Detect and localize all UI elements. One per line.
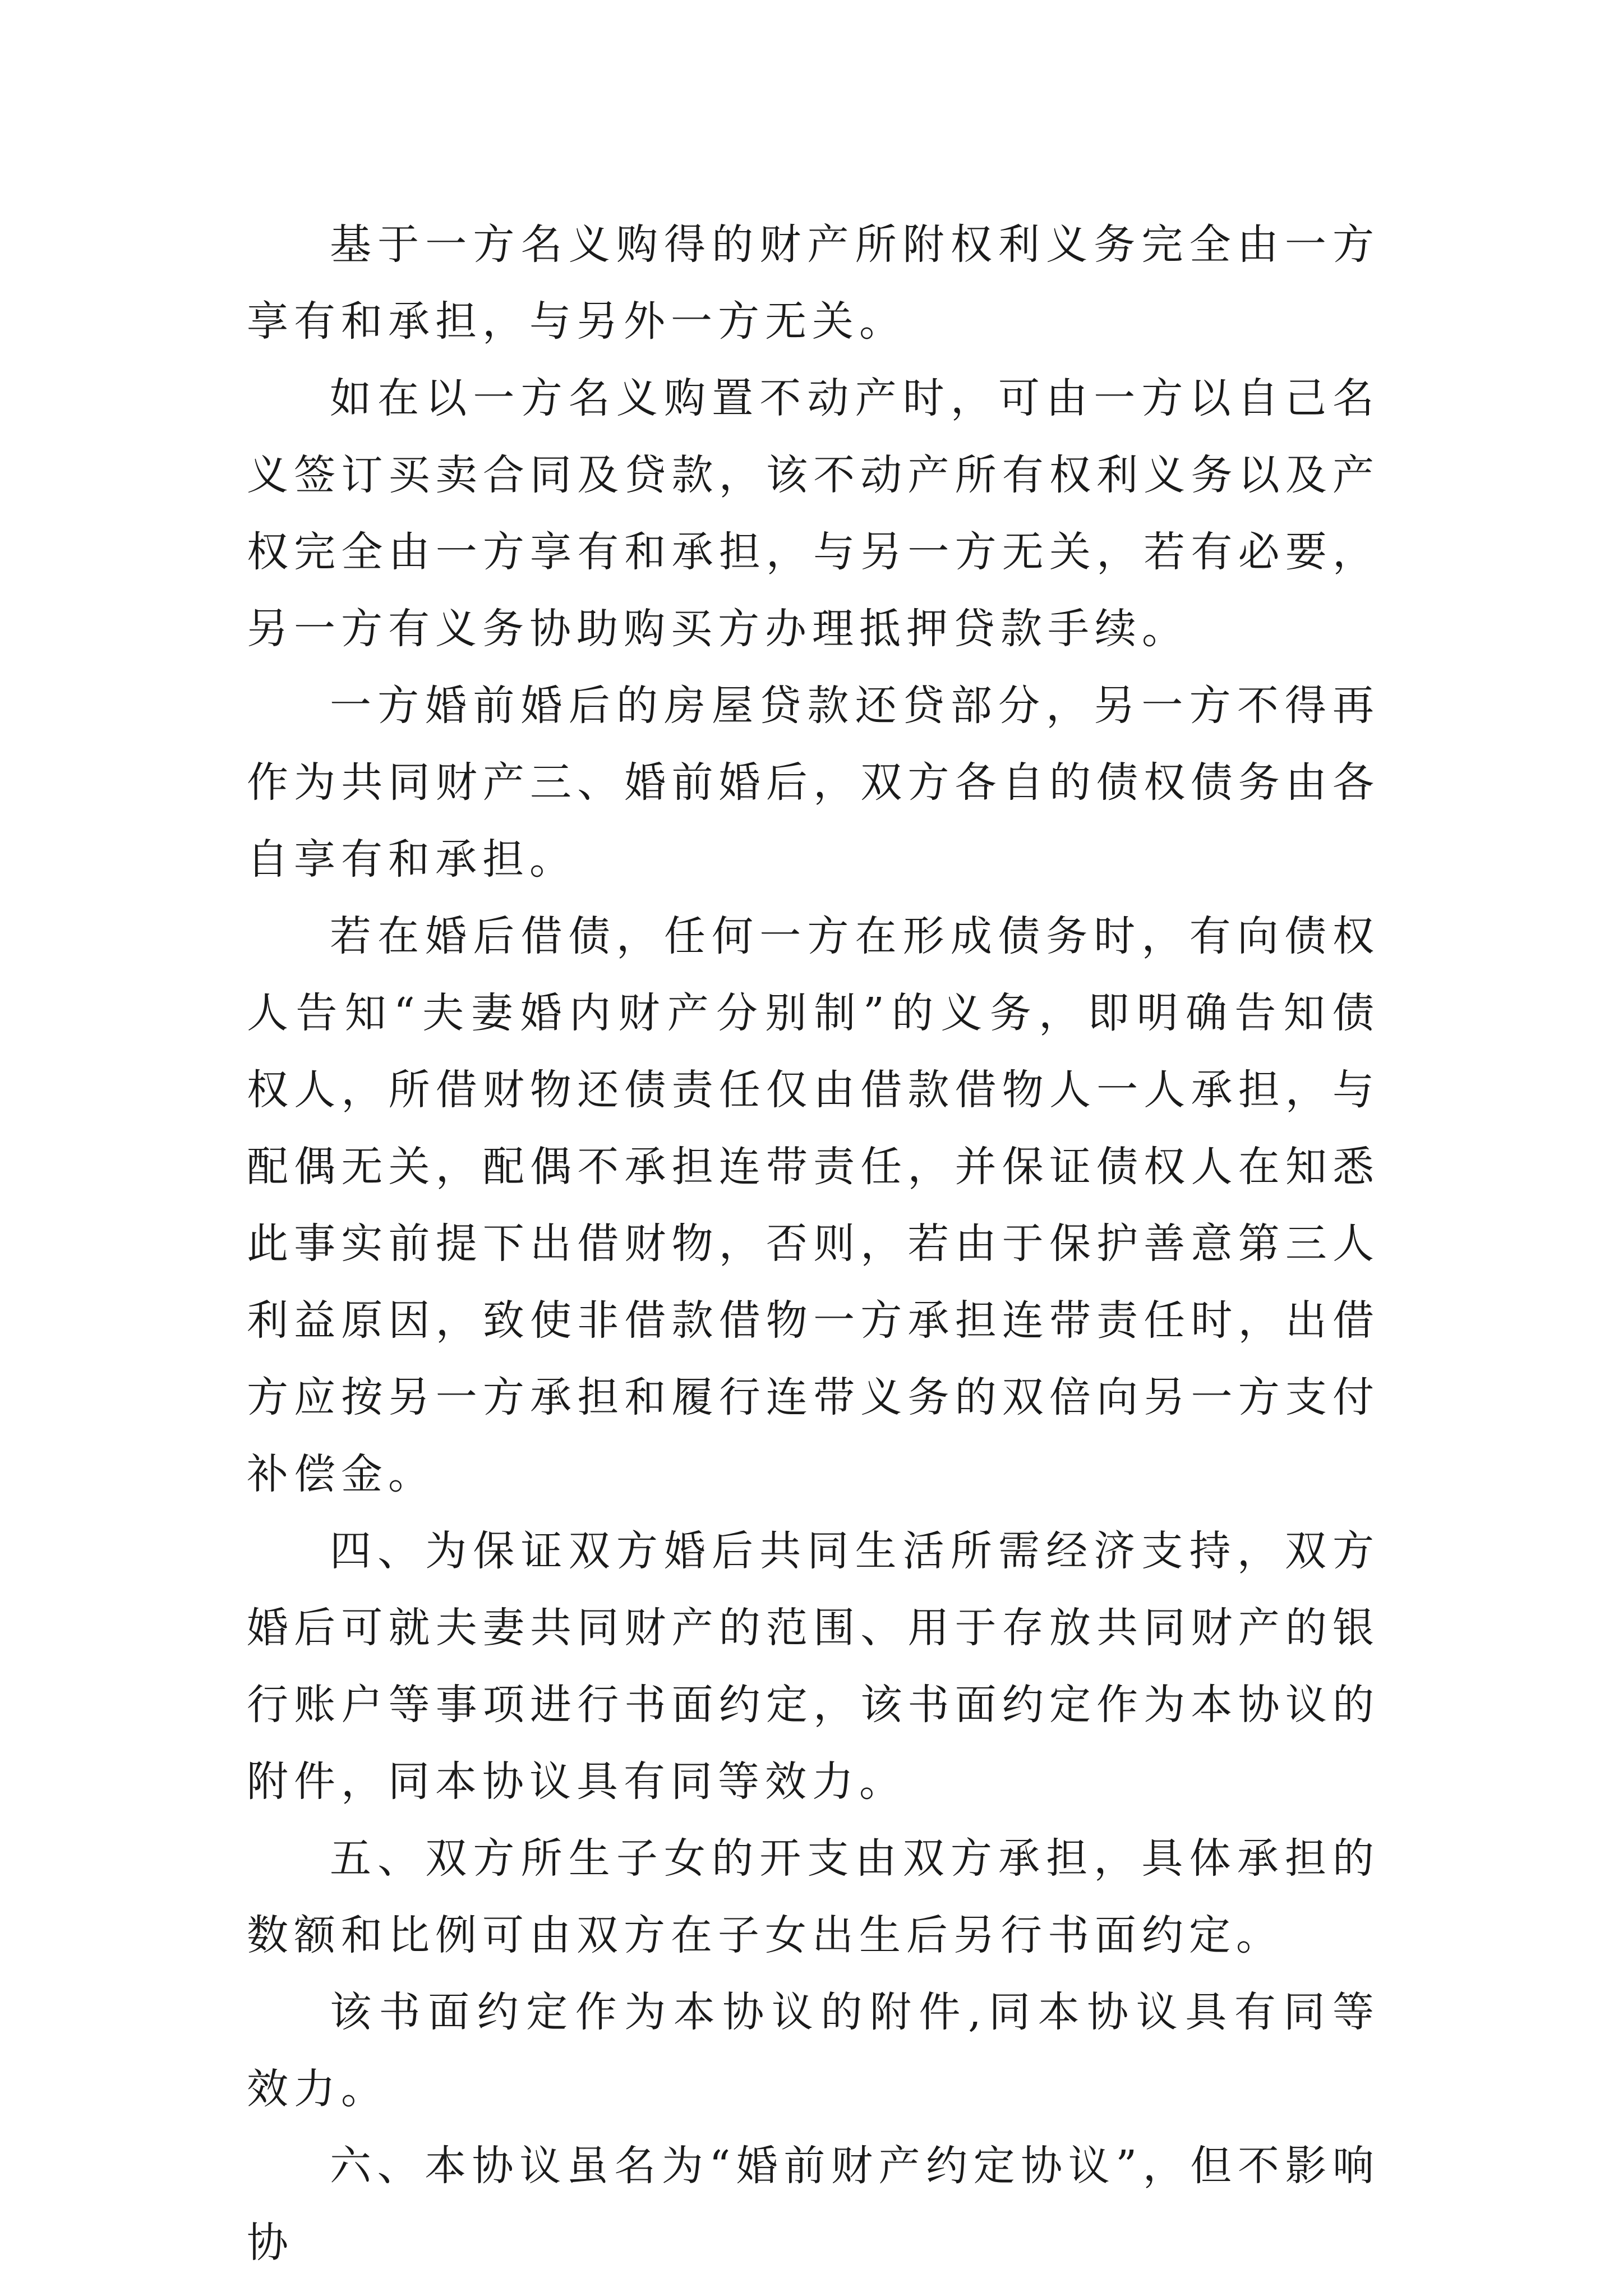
paragraph-mortgage-repayment: 一方婚前婚后的房屋贷款还贷部分，另一方不得再作为共同财产三、婚前婚后，双方各自的债权债务由各自享有和承担。 <box>247 682 1380 884</box>
paragraph-clause-six: 六、本协议虽名为“婚前财产约定协议”，但不影响协 <box>247 2142 1380 2267</box>
paragraph-annex-validity: 该书面约定作为本协议的附件,同本协议具有同等效力。 <box>247 1988 1380 2113</box>
paragraph-property-in-one-name: 基于一方名义购得的财产所附权利义务完全由一方享有和承担，与另外一方无关。 <box>247 220 1380 346</box>
document-body <box>247 206 1380 2281</box>
paragraph-clause-four: 四、为保证双方婚后共同生活所需经济支持，双方婚后可就夫妻共同财产的范围、用于存放共同财产的银行账户等事项进行书面约定，该书面约定作为本协议的附件，同本协议具有同等效力。 <box>247 1527 1380 1806</box>
paragraph-post-marriage-debt: 若在婚后借债，任何一方在形成债务时，有向债权人告知“夫妻婚内财产分别制”的义务，即明确告知债权人，所借财物还债责任仅由借款借物人一人承担，与配偶无关，配偶不承担连带责任，并保证债权人在知悉此事实前提下出借财物，否则，若由于保护善意第三人利益原因，致使非借款借物一方承担连带责任时，出借方应按另一方承担和履行连带义务的双倍向另一方支付补偿金。 <box>247 912 1380 1498</box>
paragraph-clause-five: 五、双方所生子女的开支由双方承担，具体承担的数额和比例可由双方在子女出生后另行书面约定。 <box>247 1834 1380 1959</box>
paragraph-real-estate-purchase: 如在以一方名义购置不动产时，可由一方以自己名义签订买卖合同及贷款，该不动产所有权利义务以及产权完全由一方享有和承担，与另一方无关，若有必要，另一方有义务协助购买方办理抵押贷款手续。 <box>247 374 1380 653</box>
